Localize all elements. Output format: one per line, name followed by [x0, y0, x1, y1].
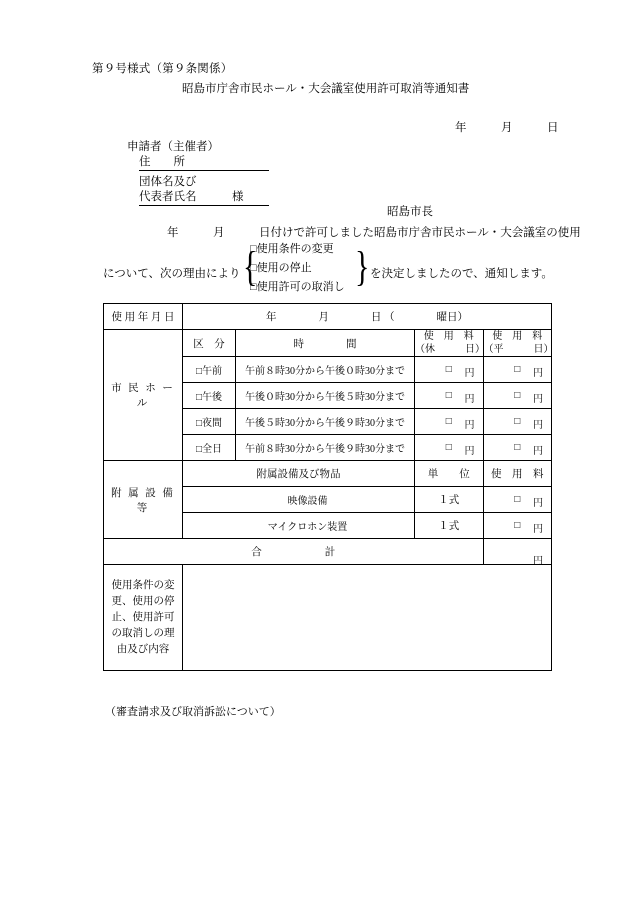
table-row-hall-header	[104, 330, 552, 357]
checkbox-weekday-allday[interactable]: □	[514, 442, 521, 453]
header-jikan: 時 間	[236, 330, 415, 357]
checkbox-equipment-video[interactable]: □	[514, 494, 521, 505]
reason-label-line-3: 止、使用許可	[111, 611, 175, 623]
total-label: 合 計	[104, 539, 484, 565]
reason-label-line-2: 更、使用の停	[111, 595, 175, 607]
form-number: 第９号様式（第９条関係）	[92, 63, 233, 75]
table-row-equipment-header	[104, 461, 552, 487]
row-kubun-morning[interactable]: □午前	[183, 357, 236, 383]
row-fee-weekday-allday[interactable]	[483, 435, 552, 461]
header-fee-holiday-sub: （休 日）	[415, 344, 485, 355]
equipment-label: 附 属 設 備 等	[104, 461, 183, 539]
option-suspend-use[interactable]: □使用の停止	[250, 262, 312, 274]
unit-holiday-evening: 円	[464, 420, 475, 431]
checkbox-holiday-evening[interactable]: □	[445, 416, 452, 427]
row-kubun-evening[interactable]: □夜間	[183, 409, 236, 435]
header-fee-weekday-main: 使 用 料	[492, 331, 543, 342]
table-row-total	[104, 539, 552, 565]
brace-right: }	[355, 244, 370, 291]
row-kubun-allday[interactable]: □全日	[183, 435, 236, 461]
unit-weekday-morning: 円	[533, 368, 543, 379]
header-fee-weekday-sub: （平 日）	[483, 344, 554, 355]
permit-reference-line: 年 月 日付けで許可しました昭島市庁舎市民ホール・大会議室の使用	[167, 227, 581, 239]
hall-label: 市 民 ホ ー ル	[104, 330, 183, 461]
usage-table	[103, 303, 552, 671]
reason-input-area[interactable]	[183, 565, 552, 671]
row-time-allday: 午前８時30分から午後９時30分まで	[236, 435, 415, 461]
reason-label-line-5: 由及び内容	[116, 643, 170, 655]
header-kubun: 区 分	[183, 330, 236, 357]
option-change-conditions[interactable]: □使用条件の変更	[250, 243, 334, 255]
row-time-morning: 午前８時30分から午後０時30分まで	[236, 357, 415, 383]
unit-weekday-evening: 円	[533, 420, 543, 431]
unit-weekday-allday: 円	[533, 446, 543, 457]
table-row-reason	[104, 565, 552, 671]
header-fee-weekday	[483, 330, 552, 357]
unit-weekday-afternoon: 円	[533, 394, 543, 405]
checkbox-equipment-mic[interactable]: □	[514, 520, 521, 531]
header-fee-holiday-main: 使 用 料	[423, 331, 474, 342]
equipment-fee-mic[interactable]	[483, 513, 552, 539]
equipment-name-video: 映像設備	[183, 487, 415, 513]
brace-left: {	[243, 244, 258, 291]
representative-honorific: 様	[232, 191, 244, 203]
notice-closing-text: を決定しましたので、通知します。	[370, 268, 553, 280]
checkbox-holiday-afternoon[interactable]: □	[445, 390, 452, 401]
row-fee-weekday-morning[interactable]	[483, 357, 552, 383]
table-row-use-date	[104, 304, 552, 330]
checkbox-weekday-afternoon[interactable]: □	[514, 390, 521, 401]
issuer-name: 昭島市長	[387, 206, 433, 218]
equipment-unit-video: １式	[415, 487, 484, 513]
use-date-label: 使 用 年 月 日	[104, 304, 183, 330]
row-time-afternoon: 午後０時30分から午後５時30分まで	[236, 383, 415, 409]
row-time-evening: 午後５時30分から午後９時30分まで	[236, 409, 415, 435]
unit-holiday-allday: 円	[464, 446, 475, 457]
page-title: 昭島市庁舎市民ホール・大会議室使用許可取消等通知書	[182, 83, 470, 95]
row-kubun-afternoon[interactable]: □午後	[183, 383, 236, 409]
representative-field[interactable]: 代表者氏名	[139, 188, 269, 206]
total-fee[interactable]	[483, 539, 552, 565]
header-fee-holiday	[415, 330, 484, 357]
checkbox-weekday-morning[interactable]: □	[514, 364, 521, 375]
equipment-unit-mic: １式	[415, 513, 484, 539]
row-fee-weekday-afternoon[interactable]	[483, 383, 552, 409]
row-fee-holiday-evening[interactable]	[415, 409, 484, 435]
header-equipment-name: 附属設備及び物品	[183, 461, 415, 487]
unit-equipment-mic: 円	[533, 524, 543, 535]
issue-date-line: 年 月 日	[455, 122, 559, 134]
equipment-fee-video[interactable]	[483, 487, 552, 513]
reason-label-line-1: 使用条件の変	[111, 579, 175, 591]
address-field[interactable]: 住 所	[139, 153, 269, 171]
checkbox-holiday-allday[interactable]: □	[445, 442, 452, 453]
unit-holiday-morning: 円	[464, 368, 475, 379]
row-fee-holiday-allday[interactable]	[415, 435, 484, 461]
footer-note: （審査請求及び取消訴訟について）	[105, 706, 281, 718]
unit-equipment-video: 円	[533, 498, 543, 509]
checkbox-holiday-morning[interactable]: □	[445, 364, 452, 375]
row-fee-holiday-morning[interactable]	[415, 357, 484, 383]
unit-holiday-afternoon: 円	[464, 394, 475, 405]
unit-total: 円	[533, 555, 543, 567]
row-fee-weekday-evening[interactable]	[483, 409, 552, 435]
organization-label: 団体名及び	[139, 176, 197, 188]
checkbox-weekday-evening[interactable]: □	[514, 416, 521, 427]
header-equipment-fee: 使 用 料	[483, 461, 552, 487]
reason-label	[104, 565, 183, 671]
equipment-name-mic: マイクロホン装置	[183, 513, 415, 539]
decision-options	[250, 240, 362, 297]
option-revoke-permit[interactable]: □使用許可の取消し	[250, 281, 345, 293]
reason-intro-text: について、次の理由により	[103, 268, 241, 280]
use-date-value[interactable]: 年 月 日 （ 曜日）	[183, 304, 552, 330]
applicant-label: 申請者（主催者）	[127, 141, 219, 153]
header-equipment-unit: 単 位	[415, 461, 484, 487]
row-fee-holiday-afternoon[interactable]	[415, 383, 484, 409]
reason-label-line-4: の取消しの理	[111, 627, 175, 639]
